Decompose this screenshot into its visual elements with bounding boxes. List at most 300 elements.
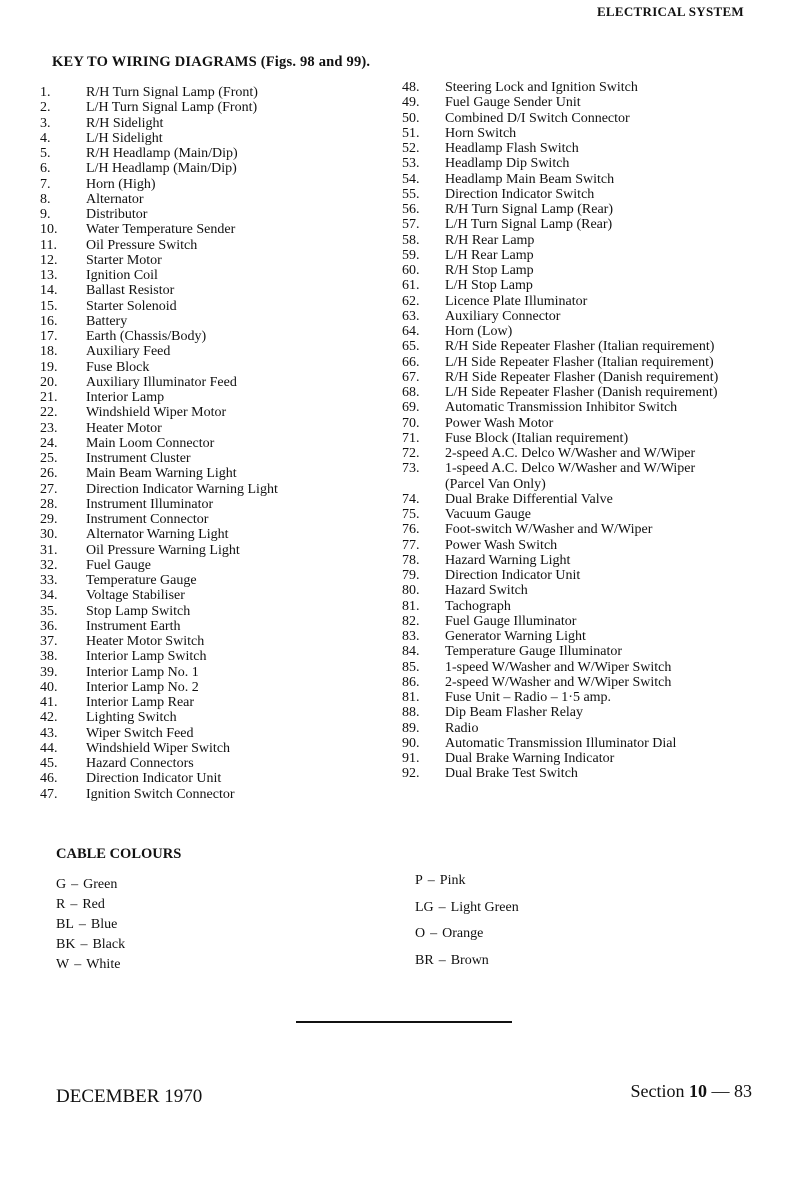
key-item-label: Fuel Gauge [86, 557, 151, 573]
key-item [402, 644, 762, 659]
key-item-number: 84. [402, 644, 420, 660]
section-label: Section [630, 1081, 685, 1101]
key-item-label: 1-speed A.C. Delco W/Washer and W/Wiper [445, 461, 696, 477]
key-item-label: Main Loom Connector [86, 435, 215, 451]
key-item-label: Dip Beam Flasher Relay [445, 705, 584, 721]
footer-date: DECEMBER 1970 [56, 1086, 203, 1107]
cable-colour-code: BR [415, 952, 434, 968]
section-dash: — [711, 1081, 730, 1101]
key-item-label: Direction Indicator Unit [445, 568, 581, 583]
key-item-number: 36. [40, 618, 58, 634]
cable-colour-name: Blue [90, 917, 118, 932]
key-item-number: 35. [40, 603, 58, 619]
key-item [402, 461, 762, 476]
key-item-number: 29. [40, 512, 58, 527]
key-item-label: (Parcel Van Only) [445, 476, 546, 492]
key-item-number: 8. [40, 191, 51, 207]
key-item-label: Hazard Connectors [86, 756, 194, 771]
key-item-number: 22. [40, 405, 58, 421]
key-item [402, 538, 762, 553]
footer-section [631, 1081, 753, 1102]
cable-colour-separator: – [80, 937, 88, 952]
key-item-label: Main Beam Warning Light [86, 466, 237, 482]
key-item [40, 787, 380, 802]
key-item [40, 695, 380, 710]
key-item-label: Automatic Transmission Illuminator Dial [445, 735, 677, 751]
key-item [40, 604, 380, 619]
key-item-label: Power Wash Motor [445, 415, 554, 431]
key-item-number: 62. [402, 293, 420, 309]
key-item-number: 24. [40, 435, 58, 451]
key-item [402, 370, 762, 385]
key-item [402, 477, 762, 492]
key-item-label: Horn Switch [445, 125, 517, 141]
key-item-number: 9. [40, 207, 51, 222]
key-item-label: Starter Motor [86, 252, 162, 268]
key-item-number: 1. [40, 85, 51, 100]
key-item-label: Combined D/I Switch Connector [445, 110, 630, 126]
key-item [40, 558, 380, 573]
cable-colour-separator: – [74, 957, 82, 972]
key-item [402, 263, 762, 278]
key-item-number: 74. [402, 491, 420, 507]
key-item-label: Auxiliary Feed [86, 344, 171, 360]
key-item [40, 726, 380, 741]
section-number: 10 [689, 1081, 707, 1101]
key-item-label: Voltage Stabiliser [86, 588, 185, 604]
key-item-label: Fuse Block (Italian requirement) [445, 430, 629, 446]
key-item-number: 30. [40, 527, 58, 543]
key-item-label: Instrument Connector [86, 512, 209, 527]
cable-colour-item [56, 935, 125, 955]
key-item-label: L/H Side Repeater Flasher (Italian requirement) [445, 354, 714, 370]
key-item-number: 89. [402, 720, 420, 736]
cable-colour-separator: – [430, 926, 438, 941]
cable-colour-code: P [415, 873, 423, 888]
key-item-number: 3. [40, 115, 51, 131]
key-item-label: Power Wash Switch [445, 537, 558, 553]
key-item [40, 283, 380, 298]
key-item-number: 37. [40, 634, 58, 649]
key-item-label: L/H Turn Signal Lamp (Front) [86, 100, 258, 116]
key-item [402, 400, 762, 415]
key-list-right [402, 80, 762, 782]
key-item-number: 82. [402, 613, 420, 629]
key-item [402, 217, 762, 232]
key-item [40, 466, 380, 481]
cable-colour-item [415, 924, 519, 951]
key-item [402, 324, 762, 339]
cable-colour-item [415, 898, 519, 925]
key-item [40, 405, 380, 420]
key-item-label: Ignition Switch Connector [86, 786, 235, 802]
key-item-label: Fuse Block [86, 359, 150, 375]
key-item-number: 71. [402, 430, 420, 446]
key-item-number [402, 477, 445, 492]
key-item-number: 50. [402, 110, 420, 126]
key-item-label: Auxiliary Illuminator Feed [86, 374, 237, 390]
key-item-number: 19. [40, 359, 58, 375]
key-item [40, 238, 380, 253]
key-item-label: L/H Stop Lamp [445, 278, 533, 294]
key-item [40, 436, 380, 451]
key-item [402, 522, 762, 537]
key-item-number: 16. [40, 313, 58, 329]
key-item-label: Water Temperature Sender [86, 222, 236, 238]
key-item [40, 588, 380, 603]
key-item-label: Windshield Wiper Switch [86, 740, 231, 756]
key-item [40, 192, 380, 207]
key-item-number: 53. [402, 156, 420, 172]
key-item [40, 314, 380, 329]
key-item-number: 4. [40, 130, 51, 146]
cable-colours-title: CABLE COLOURS [56, 846, 182, 862]
cable-colour-item [56, 915, 125, 935]
cable-colour-separator: – [438, 952, 446, 968]
key-item-number: 88. [402, 705, 420, 721]
key-item-label: Radio [445, 720, 479, 736]
cable-colour-name: Green [83, 877, 118, 892]
key-item-number: 59. [402, 247, 420, 263]
key-item-number: 45. [40, 756, 58, 771]
key-item-label: Auxiliary Connector [445, 308, 561, 324]
cable-colour-name: Orange [442, 926, 484, 941]
key-item-label: Direction Indicator Warning Light [86, 481, 278, 497]
key-item-number: 42. [40, 710, 58, 726]
cable-colour-code: LG [415, 899, 434, 915]
key-item [40, 161, 380, 176]
key-item [40, 771, 380, 786]
key-item-label: Alternator Warning Light [86, 527, 229, 543]
key-item [402, 111, 762, 126]
key-item [40, 482, 380, 497]
key-item-label: L/H Sidelight [86, 130, 163, 146]
key-item-number: 73. [402, 461, 420, 477]
key-item [40, 253, 380, 268]
page-number: 83 [734, 1081, 752, 1101]
key-item-label: Heater Motor [86, 420, 162, 436]
key-item [40, 634, 380, 649]
key-item-label: Horn (High) [86, 176, 156, 192]
key-item-number: 54. [402, 171, 420, 187]
cable-colour-item [56, 895, 125, 915]
key-item-number: 34. [40, 588, 58, 604]
key-item-label: Direction Indicator Unit [86, 771, 222, 787]
cable-colour-code: BK [56, 937, 76, 952]
key-item-number: 81. [402, 598, 420, 614]
key-item-label: Stop Lamp Switch [86, 603, 191, 619]
key-item-label: R/H Side Repeater Flasher (Italian requirement) [445, 339, 715, 355]
key-item-label: R/H Headlamp (Main/Dip) [86, 146, 238, 161]
key-item-number: 85. [402, 659, 420, 675]
key-item-number: 47. [40, 786, 58, 802]
cable-colour-item [56, 875, 125, 895]
key-item-label: Temperature Gauge [86, 573, 197, 588]
key-item-label: L/H Turn Signal Lamp (Rear) [445, 217, 613, 233]
key-item-label: 2-speed A.C. Delco W/Washer and W/Wiper [445, 446, 696, 461]
key-item [40, 222, 380, 237]
key-item-label: Interior Lamp Rear [86, 695, 195, 710]
key-item [40, 649, 380, 664]
key-item-number: 31. [40, 542, 58, 558]
key-item [402, 95, 762, 110]
key-item-label: Headlamp Dip Switch [445, 156, 570, 172]
key-item [402, 583, 762, 598]
key-item-number: 65. [402, 339, 420, 355]
cable-colour-code: R [56, 897, 66, 912]
key-item-label: Battery [86, 313, 128, 329]
key-item-label: Dual Brake Warning Indicator [445, 751, 615, 766]
key-item-number: 41. [40, 695, 58, 710]
key-item-label: Heater Motor Switch [86, 634, 205, 649]
cable-colours-right [415, 871, 519, 977]
key-item-label: 1-speed W/Washer and W/Wiper Switch [445, 659, 672, 675]
key-item [402, 751, 762, 766]
key-item-number: 39. [40, 664, 58, 680]
key-item-label: Instrument Cluster [86, 451, 191, 466]
key-item [402, 660, 762, 675]
key-item-label: Licence Plate Illuminator [445, 293, 588, 309]
key-title: KEY TO WIRING DIAGRAMS (Figs. 98 and 99). [52, 54, 371, 70]
key-item-number: 12. [40, 252, 58, 268]
key-item [40, 680, 380, 695]
key-item-label: Temperature Gauge Illuminator [445, 644, 623, 660]
cable-colour-item [415, 871, 519, 898]
key-item-label: Interior Lamp [86, 390, 165, 405]
key-item-number: 46. [40, 771, 58, 787]
key-item-label: Hazard Warning Light [445, 552, 571, 568]
key-item [40, 344, 380, 359]
key-item [402, 294, 762, 309]
key-item [40, 268, 380, 283]
key-item [40, 85, 380, 100]
key-item-number: 78. [402, 552, 420, 568]
cable-colours-left [56, 875, 125, 975]
key-item-number: 20. [40, 374, 58, 390]
key-item-number: 61. [402, 278, 420, 294]
key-item [402, 568, 762, 583]
key-item-label: Steering Lock and Ignition Switch [445, 80, 638, 95]
key-item-label: Distributor [86, 207, 148, 222]
cable-colour-item [415, 951, 519, 978]
key-item-number: 64. [402, 324, 420, 339]
cable-colour-code: G [56, 877, 67, 892]
key-item-number: 86. [402, 674, 420, 690]
key-item-number: 92. [402, 766, 420, 782]
key-item-label: Ballast Resistor [86, 283, 175, 299]
cable-colour-separator: – [438, 899, 446, 915]
cable-colour-separator: – [78, 917, 86, 932]
key-item-number: 40. [40, 679, 58, 695]
key-item-number: 11. [40, 237, 57, 253]
key-item-label: Dual Brake Differential Valve [445, 491, 613, 507]
key-item-number: 38. [40, 649, 58, 665]
cable-colour-name: Light Green [450, 899, 519, 915]
key-item [402, 553, 762, 568]
key-item-label: Fuel Gauge Illuminator [445, 613, 577, 629]
key-item-label: Headlamp Flash Switch [445, 141, 579, 156]
key-item-label: Fuse Unit – Radio – 1·5 amp. [445, 690, 612, 705]
key-item-number: 60. [402, 263, 420, 278]
key-item-number: 80. [402, 583, 420, 599]
key-item-label: Instrument Illuminator [86, 496, 214, 512]
key-item-number: 51. [402, 125, 420, 141]
key-item-number: 33. [40, 573, 58, 588]
key-item [402, 766, 762, 781]
key-item-label: Direction Indicator Switch [445, 186, 595, 202]
key-item [402, 202, 762, 217]
cable-colour-name: Brown [450, 952, 489, 968]
key-item-label: Fuel Gauge Sender Unit [445, 95, 581, 111]
key-item [40, 100, 380, 115]
key-item [40, 619, 380, 634]
key-item-number: 21. [40, 390, 58, 405]
key-item-number: 18. [40, 344, 58, 360]
key-item [40, 756, 380, 771]
cable-colour-name: Black [92, 937, 126, 952]
cable-colour-name: White [86, 957, 121, 972]
key-item [402, 629, 762, 644]
key-item [402, 416, 762, 431]
key-item-number: 23. [40, 420, 58, 436]
key-item-label: L/H Headlamp (Main/Dip) [86, 161, 237, 177]
key-item [402, 614, 762, 629]
key-item-label: Tachograph [445, 598, 511, 614]
key-item [402, 126, 762, 141]
key-item [40, 177, 380, 192]
key-item [402, 736, 762, 751]
key-item [40, 375, 380, 390]
key-item [402, 156, 762, 171]
key-item [40, 360, 380, 375]
key-item-label: Interior Lamp Switch [86, 649, 207, 665]
key-item-number: 70. [402, 415, 420, 431]
key-item-label: R/H Side Repeater Flasher (Danish requirement) [445, 369, 719, 385]
key-item [40, 543, 380, 558]
key-item [402, 355, 762, 370]
key-item-number: 2. [40, 100, 51, 116]
key-item-number: 14. [40, 283, 58, 299]
key-item-label: Earth (Chassis/Body) [86, 329, 207, 344]
key-item-label: Foot-switch W/Washer and W/Wiper [445, 522, 653, 538]
key-item-number: 32. [40, 557, 58, 573]
key-item-number: 44. [40, 740, 58, 756]
key-item-number: 27. [40, 481, 58, 497]
key-item-number: 63. [402, 308, 420, 324]
key-item-number: 91. [402, 751, 420, 766]
key-item [40, 390, 380, 405]
key-item [40, 299, 380, 314]
key-item [402, 492, 762, 507]
key-item-number: 76. [402, 522, 420, 538]
key-item [402, 675, 762, 690]
key-item [402, 385, 762, 400]
key-item-number: 67. [402, 369, 420, 385]
key-item [40, 116, 380, 131]
key-item-label: Headlamp Main Beam Switch [445, 171, 615, 187]
key-item [402, 278, 762, 293]
key-item-number: 28. [40, 496, 58, 512]
key-item-label: Ignition Coil [86, 268, 158, 283]
key-item-label: Wiper Switch Feed [86, 725, 194, 741]
key-item-label: Alternator [86, 191, 144, 207]
cable-colour-name: Pink [439, 873, 466, 888]
key-item-number: 75. [402, 507, 420, 522]
key-list-left [40, 85, 380, 802]
key-item-number: 26. [40, 466, 58, 482]
key-item [402, 141, 762, 156]
key-item-label: Windshield Wiper Motor [86, 405, 227, 421]
key-item-label: Interior Lamp No. 1 [86, 664, 199, 680]
running-head: ELECTRICAL SYSTEM [596, 4, 744, 19]
key-item-label: L/H Side Repeater Flasher (Danish requirement) [445, 385, 718, 400]
key-item-number: 6. [40, 161, 51, 177]
key-item [40, 665, 380, 680]
key-item [402, 80, 762, 95]
key-item-number: 7. [40, 176, 51, 192]
key-item-label: R/H Turn Signal Lamp (Front) [86, 85, 258, 100]
key-item-label: R/H Rear Lamp [445, 232, 535, 248]
cable-colour-separator: – [71, 877, 79, 892]
key-item [402, 721, 762, 736]
key-item [402, 172, 762, 187]
key-item-number: 13. [40, 268, 58, 283]
key-item [40, 573, 380, 588]
key-item-number: 69. [402, 400, 420, 416]
key-item [402, 309, 762, 324]
key-item-label: Starter Solenoid [86, 298, 177, 314]
key-item [402, 599, 762, 614]
key-item-label: Oil Pressure Switch [86, 237, 198, 253]
key-item [402, 248, 762, 263]
key-item [402, 446, 762, 461]
cable-colour-code: W [56, 957, 70, 972]
key-item [40, 512, 380, 527]
key-item-number: 52. [402, 141, 420, 156]
key-item [402, 507, 762, 522]
key-item-number: 57. [402, 217, 420, 233]
key-item-label: Vacuum Gauge [445, 507, 531, 522]
key-item [402, 233, 762, 248]
key-item [40, 451, 380, 466]
key-item [402, 431, 762, 446]
key-item-number: 48. [402, 80, 420, 95]
key-item-label: R/H Stop Lamp [445, 263, 534, 278]
key-item-label: R/H Sidelight [86, 115, 164, 131]
key-item [402, 187, 762, 202]
key-item [40, 146, 380, 161]
cable-colour-code: BL [56, 917, 74, 932]
key-item-label: L/H Rear Lamp [445, 247, 534, 263]
key-item-number: 15. [40, 298, 58, 314]
key-item-number: 5. [40, 146, 51, 161]
key-item [40, 131, 380, 146]
cable-colour-separator: – [70, 897, 78, 912]
key-item-label: Automatic Transmission Inhibitor Switch [445, 400, 678, 416]
key-item-number: 58. [402, 232, 420, 248]
key-item-label: Hazard Switch [445, 583, 528, 599]
cable-colour-code: O [415, 926, 426, 941]
key-item-label: Generator Warning Light [445, 629, 586, 644]
key-item-label: Interior Lamp No. 2 [86, 679, 199, 695]
key-item [40, 710, 380, 725]
key-item-number: 55. [402, 186, 420, 202]
key-item-label: Lighting Switch [86, 710, 177, 726]
key-item-label: Oil Pressure Warning Light [86, 542, 240, 558]
key-item [40, 527, 380, 542]
key-item-number: 43. [40, 725, 58, 741]
key-item [40, 741, 380, 756]
